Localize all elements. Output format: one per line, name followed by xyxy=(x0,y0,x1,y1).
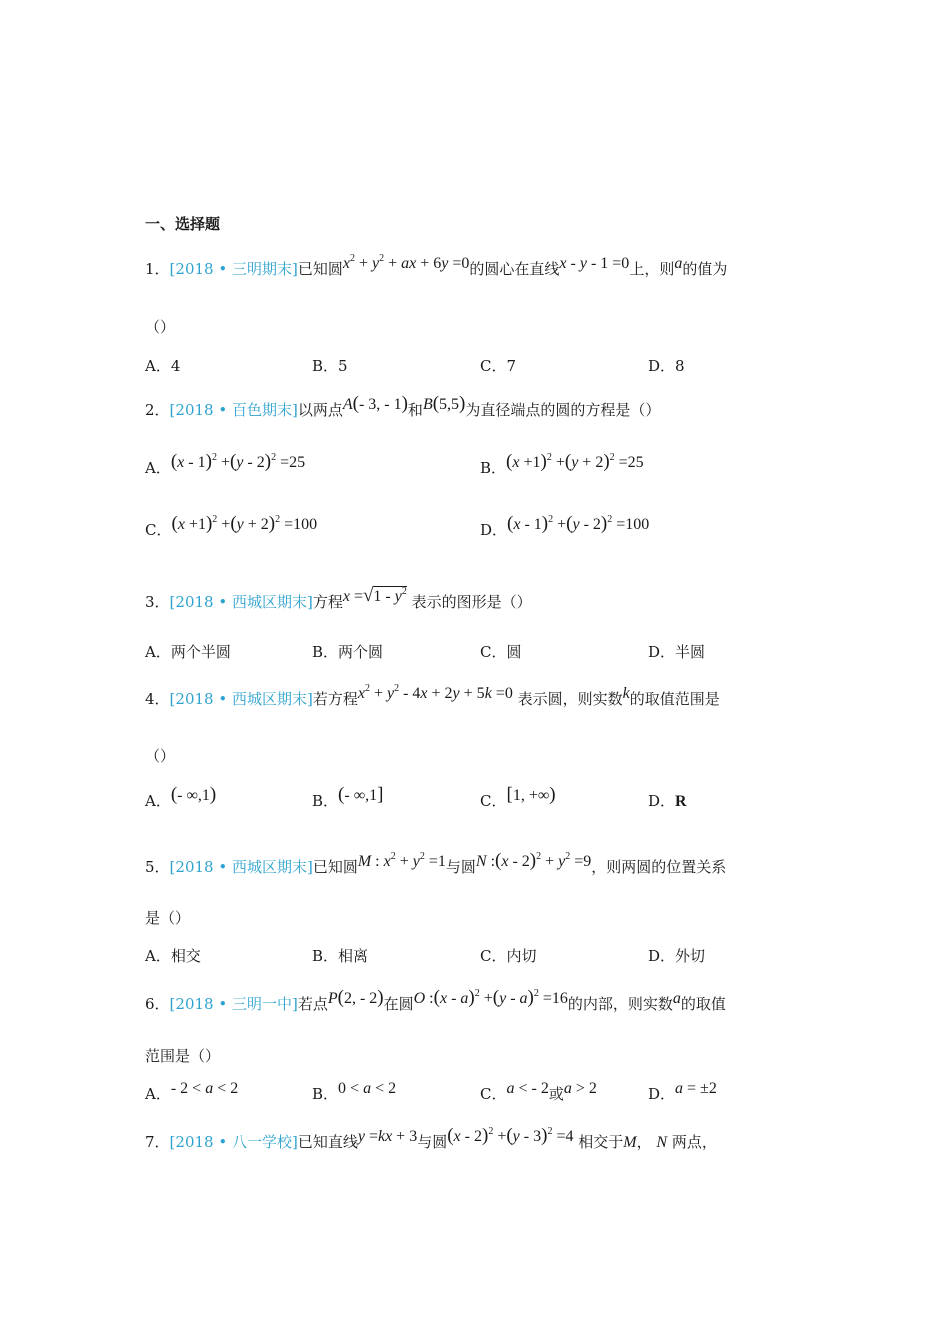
option-b[interactable]: B．相离 xyxy=(312,947,369,965)
math-formula: a > 2 xyxy=(563,1080,597,1097)
question-text: 相交于 xyxy=(578,1133,624,1151)
option-a[interactable]: A．相交 xyxy=(145,947,201,965)
question-number: 5． xyxy=(145,858,170,876)
question-text: 以两点 xyxy=(297,401,343,419)
option-d[interactable]: D．R xyxy=(648,792,687,810)
question-3 xyxy=(145,585,532,613)
math-formula: P(2, - 2) xyxy=(327,987,384,1008)
option-c[interactable]: C．内切 xyxy=(480,947,537,965)
question-4 xyxy=(145,683,720,709)
question-text: 的取值 xyxy=(680,995,726,1013)
question-continuation: 范围是（） xyxy=(145,1047,221,1065)
question-2 xyxy=(145,393,661,421)
math-formula: k xyxy=(622,685,630,702)
math-formula: N xyxy=(656,1134,668,1151)
question-source: [2018 • 西城区期末] xyxy=(169,593,313,611)
math-formula: (x - 1)$^2$ +(y - 2)$^2$ =100 xyxy=(507,513,650,534)
question-text: 已知圆 xyxy=(297,260,343,278)
math-formula: $x^2 + y^2$ + ax + 6y =0 xyxy=(342,253,470,272)
question-text: 的值为 xyxy=(682,260,728,278)
math-formula: $x^2 + y^2 - 4x + 2y + 5k =0$ xyxy=(357,683,513,702)
math-formula: (- ∞,1) xyxy=(170,784,217,805)
math-formula: a < - 2 xyxy=(506,1080,549,1097)
option-d[interactable]: D．外切 xyxy=(648,947,706,965)
question-text: 在圆 xyxy=(383,995,414,1013)
option-c[interactable]: C．7 xyxy=(480,357,517,375)
section-title: 一、选择题 xyxy=(145,215,221,233)
question-text: 与圆 xyxy=(445,858,476,876)
math-formula: M : $x^2 + y^2 =1$ xyxy=(357,851,446,870)
question-continuation: 是（） xyxy=(145,909,191,927)
math-formula: (x - 2)$^2$ +(y - 3)$^2$ =4 xyxy=(447,1125,574,1146)
math-formula: A(- 3, - 1) xyxy=(342,393,408,414)
math-formula: [1, +∞) xyxy=(506,784,556,805)
question-number: 2． xyxy=(145,401,170,419)
question-text: 的取值范围是 xyxy=(629,690,720,708)
question-text: ， xyxy=(636,1133,652,1151)
question-text: 和 xyxy=(407,401,423,419)
question-text: 若方程 xyxy=(312,690,358,708)
question-text: 的圆心在直线 xyxy=(469,260,560,278)
math-formula: B(5,5) xyxy=(422,393,466,414)
option-b[interactable]: B．(- ∞,1] xyxy=(312,784,384,810)
option-b[interactable]: B．两个圆 xyxy=(312,643,384,661)
question-continuation: （） xyxy=(145,318,176,336)
option-d[interactable]: D．半圆 xyxy=(648,643,706,661)
option-a[interactable]: A．两个半圆 xyxy=(145,643,231,661)
question-text: ，则两圆的位置关系 xyxy=(591,858,727,876)
question-text: 表示圆，则实数 xyxy=(517,690,623,708)
math-formula: a xyxy=(672,990,681,1007)
question-5 xyxy=(145,850,727,878)
question-number: 4． xyxy=(145,690,170,708)
question-text: 已知圆 xyxy=(312,858,358,876)
question-source: [2018 • 八一学校] xyxy=(169,1133,298,1151)
math-formula: N :(x - $2)^2 + y^2 =9$ xyxy=(475,850,592,871)
question-7 xyxy=(145,1125,717,1153)
question-source: [2018 • 三明一中] xyxy=(169,995,298,1013)
option-c[interactable]: C．$(x +1)^2 +(y + 2)^2 =100$ xyxy=(145,513,318,539)
question-source: [2018 • 百色期末] xyxy=(169,401,298,419)
option-d[interactable]: D．(x - 1)$^2$ +(y - 2)$^2$ =100 xyxy=(480,513,650,539)
option-a[interactable]: A．(- ∞,1) xyxy=(145,784,217,810)
question-text: 若点 xyxy=(297,995,328,1013)
question-text: 的内部，则实数 xyxy=(567,995,673,1013)
option-c[interactable]: C．a < - 2或a > 2 xyxy=(480,1080,597,1103)
math-formula: M xyxy=(623,1134,637,1151)
option-d[interactable]: D．8 xyxy=(648,357,685,375)
math-formula: x - y - 1 =0 xyxy=(559,255,630,272)
option-b[interactable]: B．0 < a < 2 xyxy=(312,1080,397,1103)
math-formula: 0 < a < 2 xyxy=(338,1080,397,1097)
math-formula: O :(x - a)$^2$ +(y - a)$^2$ =16 xyxy=(413,987,568,1008)
question-source: [2018 • 西城区期末] xyxy=(169,690,313,708)
math-formula: - 2 < a < 2 xyxy=(170,1080,239,1097)
option-a[interactable]: A．4 xyxy=(145,357,181,375)
option-d[interactable]: D．a = ±2 xyxy=(648,1080,717,1103)
question-6 xyxy=(145,987,726,1015)
question-1 xyxy=(145,253,728,279)
math-formula: a xyxy=(674,255,683,272)
question-text: 方程 xyxy=(312,593,343,611)
math-formula: $(x +1)^2 +(y + 2)^2 =100$ xyxy=(171,513,318,534)
question-text: 上，则 xyxy=(629,260,675,278)
math-formula: $(x +1)^2 +(y + 2)^2 =25$ xyxy=(506,451,644,472)
option-a[interactable]: A．(x - 1)$^2$ +(y - 2)$^2$ =25 xyxy=(145,451,306,477)
question-number: 1． xyxy=(145,260,170,278)
option-b[interactable]: B．$(x +1)^2 +(y + 2)^2 =25$ xyxy=(480,451,644,477)
question-text: 两点， xyxy=(671,1133,717,1151)
math-formula: (x - 1)$^2$ +(y - 2)$^2$ =25 xyxy=(170,451,306,472)
question-text: 与圆 xyxy=(417,1133,448,1151)
option-a[interactable]: A．- 2 < a < 2 xyxy=(145,1080,239,1103)
option-c[interactable]: C．圆 xyxy=(480,643,522,661)
math-formula: (- ∞,1] xyxy=(338,784,384,805)
question-source: [2018 • 西城区期末] xyxy=(169,858,313,876)
math-formula: R xyxy=(675,793,687,810)
question-source: [2018 • 三明期末] xyxy=(169,260,298,278)
math-formula: a = ±2 xyxy=(675,1080,717,1097)
question-number: 3． xyxy=(145,593,170,611)
question-text: 表示的图形是（） xyxy=(411,593,532,611)
math-formula: $x =√1 - y^2$ xyxy=(342,585,407,606)
question-continuation: （） xyxy=(145,747,176,765)
question-text: 已知直线 xyxy=(297,1133,358,1151)
question-text: 为直径端点的圆的方程是（） xyxy=(465,401,661,419)
question-number: 6． xyxy=(145,995,170,1013)
option-b[interactable]: B．5 xyxy=(312,357,348,375)
option-c[interactable]: C．[1, +∞) xyxy=(480,784,556,810)
question-number: 7． xyxy=(145,1133,170,1151)
math-formula: y =kx + 3 xyxy=(357,1128,418,1145)
